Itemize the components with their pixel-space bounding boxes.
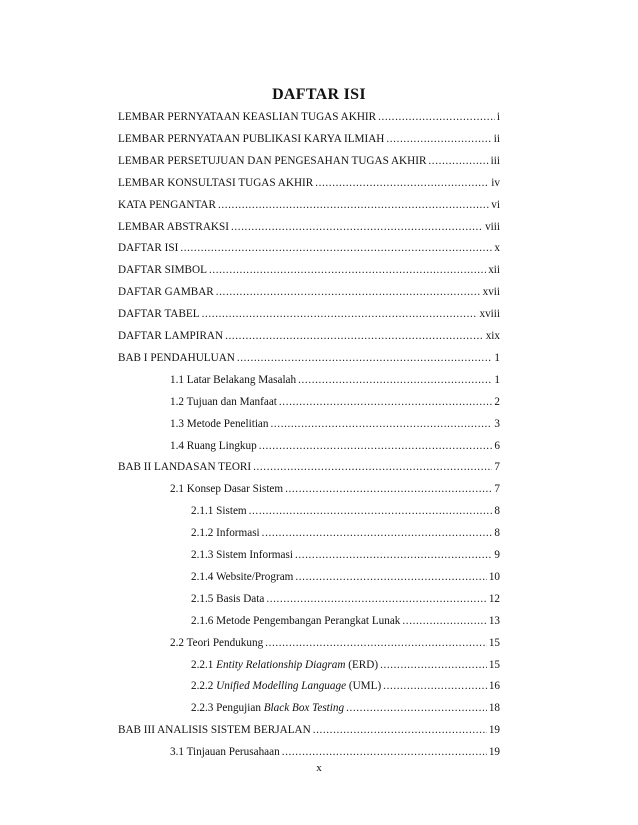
- toc-entry-page: xviii: [479, 308, 500, 321]
- toc-entry-page: 19: [488, 746, 500, 759]
- toc-entry: [191, 700, 500, 716]
- toc-dot-leader: [209, 262, 486, 278]
- toc-entry: [170, 394, 500, 410]
- toc-entry: [191, 678, 500, 694]
- toc-dot-leader: [298, 372, 492, 388]
- toc-entry-label: DAFTAR SIMBOL: [118, 264, 207, 277]
- toc-entry-label: BAB III ANALISIS SISTEM BERJALAN: [118, 724, 311, 737]
- toc-entry-label: 1.2 Tujuan dan Manfaat: [170, 395, 277, 408]
- toc-entry-page: x: [494, 242, 500, 255]
- toc-dot-leader: [271, 416, 493, 432]
- toc-dot-leader: [225, 328, 484, 344]
- page-number: x: [316, 762, 322, 774]
- toc-dot-leader: [180, 240, 492, 256]
- toc-entry: [118, 131, 500, 147]
- toc-entry-label: LEMBAR ABSTRAKSI: [118, 220, 229, 233]
- toc-dot-leader: [259, 438, 493, 454]
- toc-dot-leader: [265, 635, 487, 651]
- toc-entry-page: iii: [490, 154, 500, 167]
- toc-entry-page: 1: [494, 373, 500, 386]
- toc-dot-leader: [386, 131, 491, 147]
- toc-entry: [170, 372, 500, 388]
- toc-entry-page: iv: [491, 176, 500, 189]
- toc-dot-leader: [266, 591, 486, 607]
- toc-entry-page: vi: [491, 198, 500, 211]
- toc-entry-page: 13: [488, 614, 500, 627]
- toc-entry-page: 10: [488, 570, 500, 583]
- toc-entry-page: 15: [488, 636, 500, 649]
- toc-entry-label: LEMBAR PERNYATAAN PUBLIKASI KARYA ILMIAH: [118, 132, 385, 145]
- toc-entry-page: 7: [494, 483, 500, 496]
- toc-entry-label: 2.1.6 Metode Pengembangan Perangkat Lunak: [191, 614, 401, 627]
- toc-dot-leader: [249, 503, 493, 519]
- toc-entry-label: DAFTAR LAMPIRAN: [118, 330, 224, 342]
- toc-entry: [118, 219, 500, 235]
- toc-entry-label: LEMBAR PERNYATAAN KEASLIAN TUGAS AKHIR: [118, 111, 377, 123]
- toc-entry: [118, 197, 500, 213]
- toc-entry-label: LEMBAR KONSULTASI TUGAS AKHIR: [118, 176, 314, 189]
- toc-entry-page: 1: [494, 351, 500, 364]
- toc-dot-leader: [378, 109, 495, 125]
- toc-entry-page: 8: [494, 505, 500, 518]
- toc-entry: [118, 306, 500, 322]
- toc-entry: [118, 350, 500, 366]
- toc-entry: [170, 481, 500, 497]
- toc-entry: [118, 153, 500, 169]
- toc-entry-label: BAB II LANDASAN TEORI: [118, 461, 252, 474]
- toc-dot-leader: [313, 722, 487, 738]
- toc-entry-page: 16: [488, 680, 500, 693]
- toc-dot-leader: [282, 744, 487, 760]
- toc-entry-page: 3: [494, 417, 500, 430]
- toc-entry-label: 2.1.5 Basis Data: [191, 592, 265, 605]
- toc-entry-page: 12: [488, 592, 500, 605]
- toc-entry-page: ii: [493, 132, 500, 145]
- toc-dot-leader: [428, 153, 488, 169]
- toc-entry: [118, 284, 500, 300]
- toc-entry-page: viii: [485, 220, 500, 233]
- toc-dot-leader: [231, 219, 483, 235]
- toc-dot-leader: [279, 394, 493, 410]
- toc-entry: [191, 569, 500, 585]
- toc-dot-leader: [295, 569, 486, 585]
- toc-entry-label: 2.1.2 Informasi: [191, 527, 260, 540]
- toc-entry-label: 2.2.3 Pengujian Black Box Testing: [191, 702, 345, 715]
- toc-entry: [170, 416, 500, 432]
- toc-entry-page: xii: [488, 264, 500, 277]
- toc-entry-page: 8: [494, 527, 500, 540]
- toc-dot-leader: [295, 547, 492, 563]
- toc-dot-leader: [383, 678, 487, 694]
- toc-entry-label: 1.3 Metode Penelitian: [170, 417, 269, 430]
- toc-dot-leader: [402, 613, 486, 629]
- toc-dot-leader: [253, 459, 492, 475]
- toc-entry-page: xvii: [482, 286, 500, 299]
- toc-dot-leader: [315, 175, 489, 191]
- toc-entry-label: DAFTAR ISI: [118, 242, 179, 255]
- toc-dot-leader: [346, 700, 487, 716]
- toc-entry: [118, 262, 500, 278]
- toc-dot-leader: [285, 481, 492, 497]
- toc-entry-label: LEMBAR PERSETUJUAN DAN PENGESAHAN TUGAS AKHIR: [118, 154, 427, 167]
- toc-dot-leader: [380, 657, 487, 673]
- toc-entry: [191, 591, 500, 607]
- toc-entry-label: DAFTAR TABEL: [118, 308, 200, 321]
- toc-entry: [170, 744, 500, 760]
- toc-entry-label: DAFTAR GAMBAR: [118, 286, 214, 299]
- toc-entry: [118, 109, 500, 125]
- toc-entry: [191, 613, 500, 629]
- toc-entry-page: xix: [485, 330, 500, 342]
- toc-entry: [191, 525, 500, 541]
- toc-dot-leader: [262, 525, 493, 541]
- page-title: DAFTAR ISI: [272, 86, 366, 103]
- toc-entry: [118, 175, 500, 191]
- toc-entry: [191, 657, 500, 673]
- toc-entry: [191, 503, 500, 519]
- toc-entry-label: 3.1 Tinjauan Perusahaan: [170, 746, 280, 759]
- toc-entry: [191, 547, 500, 563]
- toc-entry: [118, 240, 500, 256]
- toc-entry-page: 6: [494, 439, 500, 452]
- toc-entry-page: 15: [488, 658, 500, 671]
- toc-entry-label: KATA PENGANTAR: [118, 198, 216, 211]
- toc-entry-page: 7: [494, 461, 500, 474]
- toc-entry-label: 2.2.2 Unified Modelling Language (UML): [191, 680, 382, 693]
- toc-entry: [170, 635, 500, 651]
- toc-entry-page: 19: [488, 724, 500, 737]
- toc-entry: [170, 438, 500, 454]
- toc-entry-label: 1.4 Ruang Lingkup: [170, 439, 257, 452]
- toc-entry-page: 18: [488, 702, 500, 715]
- toc-dot-leader: [216, 284, 481, 300]
- toc-entry-page: 2: [494, 395, 500, 408]
- toc-entry-page: 9: [494, 549, 500, 561]
- toc-dot-leader: [202, 306, 478, 322]
- toc-dot-leader: [218, 197, 489, 213]
- toc-entry: [118, 459, 500, 475]
- toc-entry-label: 2.2.1 Entity Relationship Diagram (ERD): [191, 658, 379, 671]
- toc-entry: [118, 328, 500, 344]
- toc-entry-label: 2.1.3 Sistem Informasi: [191, 549, 293, 561]
- toc-entry-label: 2.1.4 Website/Program: [191, 570, 294, 583]
- toc-dot-leader: [237, 350, 493, 366]
- toc-entry-page: i: [496, 111, 500, 123]
- toc-entry-label: 2.1.1 Sistem: [191, 505, 247, 518]
- toc-entry-label: 2.2 Teori Pendukung: [170, 636, 264, 649]
- toc-entry-label: 1.1 Latar Belakang Masalah: [170, 373, 297, 386]
- toc-entry-label: 2.1 Konsep Dasar Sistem: [170, 483, 284, 496]
- toc-entry: [118, 722, 500, 738]
- toc-entry-label: BAB I PENDAHULUAN: [118, 351, 235, 364]
